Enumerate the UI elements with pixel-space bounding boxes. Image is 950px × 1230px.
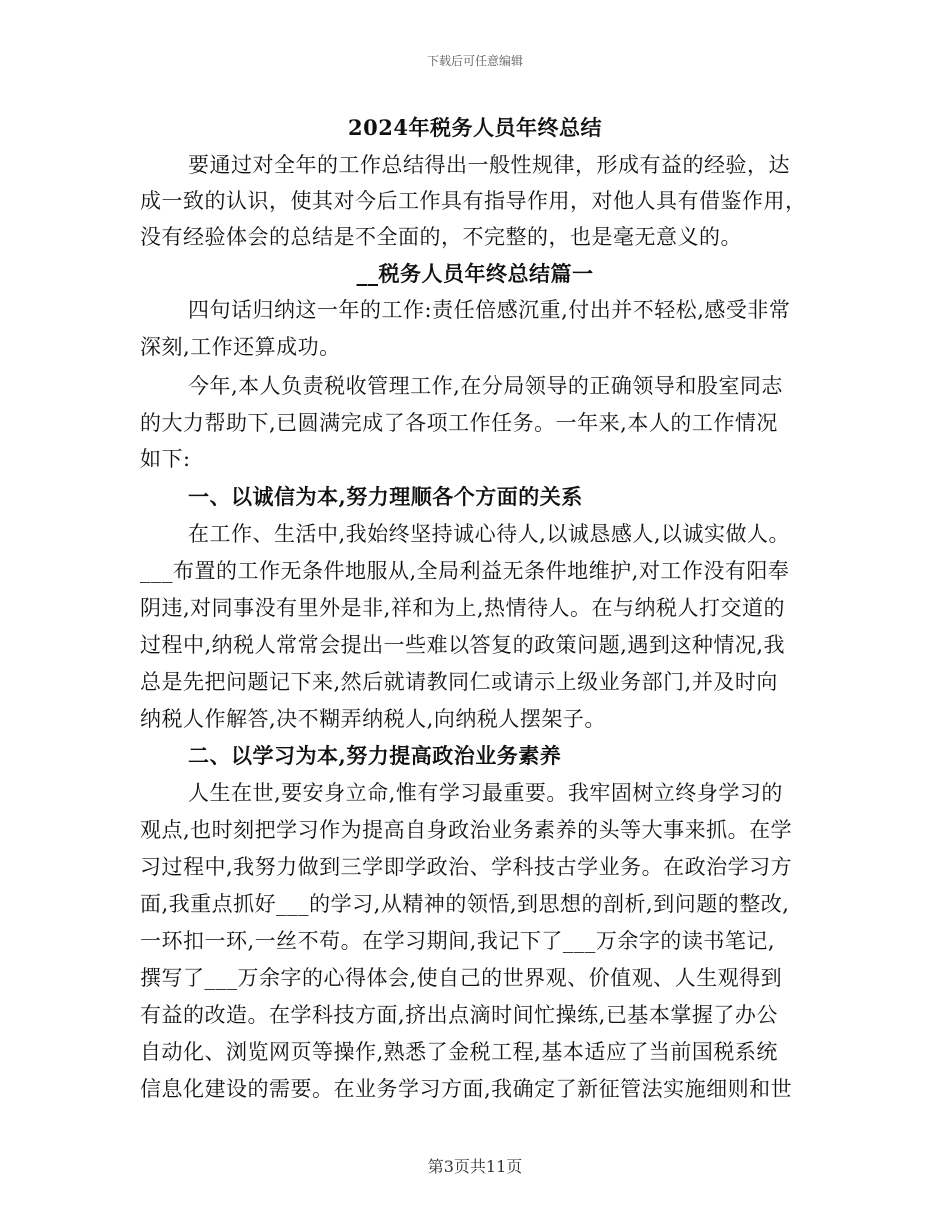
paragraph-line: ___布置的工作无条件地服从,全局利益无条件地维护,对工作没有阳奉 (140, 559, 790, 583)
paragraph-line: 一环扣一环,一丝不苟。在学习期间,我记下了___万余字的读书笔记, (140, 929, 776, 953)
paragraph-line: 总是先把问题记下来,然后就请教同仁或请示上级业务部门,并及时向 (140, 670, 778, 694)
paragraph-line: 今年,本人负责税收管理工作,在分局领导的正确领导和股室同志 (188, 374, 783, 398)
section-title: __税务人员年终总结篇一 (356, 261, 594, 286)
paragraph-line: 自动化、浏览网页等操作,熟悉了金税工程,基本适应了当前国税系统 (140, 1040, 778, 1064)
paragraph-line: 信息化建设的需要。在业务学习方面,我确定了新征管法实施细则和世 (140, 1077, 793, 1101)
paragraph-line: 面,我重点抓好___的学习,从精神的领悟,到思想的剖析,到问题的整改, (140, 892, 790, 916)
paragraph-line: 撰写了___万余字的心得体会,使自己的世界观、价值观、人生观得到 (140, 966, 783, 990)
document-title: 2024年税务人员年终总结 (348, 115, 602, 140)
paragraph-line: 四句话归纳这一年的工作:责任倍感沉重,付出并不轻松,感受非常 (188, 298, 791, 322)
paragraph-line: 阴违,对同事没有里外是非,祥和为上,热情待人。在与纳税人打交道的 (140, 596, 786, 620)
paragraph-line: 习过程中,我努力做到三学即学政治、学科技古学业务。在政治学习方 (140, 855, 793, 879)
intro-line: 成一致的认识，使其对今后工作具有指导作用，对他人具有借鉴作用， (140, 189, 807, 213)
paragraph-line: 人生在世,要安身立命,惟有学习最重要。我牢固树立终身学习的 (188, 781, 783, 805)
page-number: 第3页共11页 (427, 1157, 523, 1176)
paragraph-line: 深刻,工作还算成功。 (140, 335, 341, 359)
paragraph-line: 观点,也时刻把学习作为提高自身政治业务素养的头等大事来抓。在学 (140, 818, 793, 842)
paragraph-line: 过程中,纳税人常常会提出一些难以答复的政策问题,遇到这种情况,我 (140, 633, 786, 657)
intro-line: 要通过对全年的工作总结得出一般性规律，形成有益的经验，达 (188, 153, 790, 177)
paragraph-line: 纳税人作解答,决不糊弄纳税人,向纳税人摆架子。 (140, 707, 606, 731)
intro-line: 没有经验体会的总结是不全面的，不完整的，也是毫无意义的。 (140, 225, 742, 249)
paragraph-line: 如下: (140, 447, 191, 471)
paragraph-line: 有益的改造。在学科技方面,挤出点滴时间忙操练,已基本掌握了办公 (140, 1003, 778, 1027)
heading-two: 二、以学习为本,努力提高政治业务素养 (188, 743, 562, 768)
heading-one: 一、以诚信为本,努力理顺各个方面的关系 (188, 484, 583, 509)
page-header-note: 下载后可任意编辑 (426, 54, 523, 68)
paragraph-line: 在工作、生活中,我始终坚持诚心待人,以诚恳感人,以诚实做人。 (188, 522, 791, 546)
paragraph-line: 的大力帮助下,已圆满完成了各项工作任务。一年来,本人的工作情况 (140, 411, 778, 435)
